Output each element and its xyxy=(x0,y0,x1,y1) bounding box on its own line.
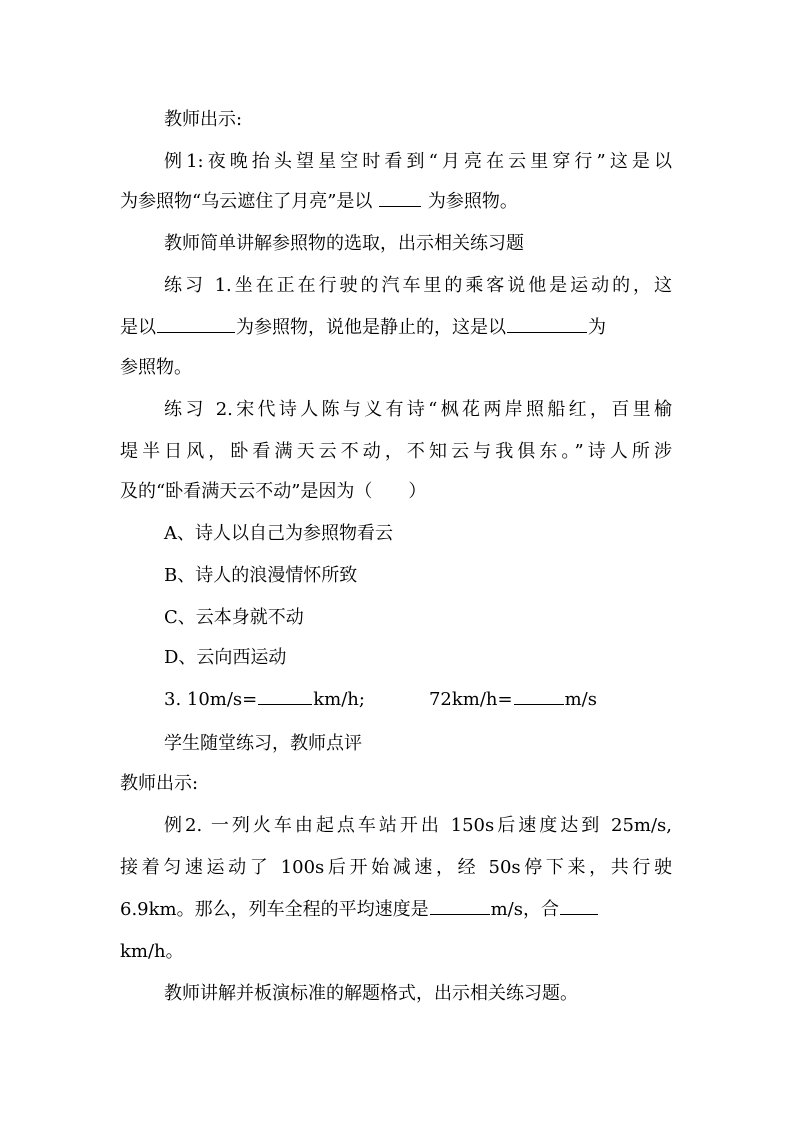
blank-ex2-a xyxy=(430,896,490,915)
example1-line1: 例1:夜晚抬头望星空时看到“月亮在云里穿行”这是以 xyxy=(164,151,672,172)
practice2-line2: 堤半日风，卧看满天云不动，不知云与我俱东。”诗人所涉 xyxy=(120,441,672,462)
example2-line4: km/h。 xyxy=(120,941,184,962)
option-c: C、云本身就不动 xyxy=(164,607,304,628)
teacher-explains-2: 教师讲解并板演标准的解题格式，出示相关练习题。 xyxy=(164,983,578,1004)
option-b: B、诗人的浪漫情怀所致 xyxy=(164,565,358,586)
practice2-line3: 及的“卧看满天云不动”是因为（ ） xyxy=(120,481,427,502)
example1-line2: 为参照物“乌云遮住了月亮”是以 为参照物。 xyxy=(120,188,672,216)
blank-ex3-b xyxy=(514,686,564,705)
students-practice: 学生随堂练习，教师点评 xyxy=(164,733,362,754)
option-a: A、诗人以自己为参照物看云 xyxy=(164,523,393,544)
blank-ex1 xyxy=(379,188,421,207)
practice1-line1: 练习 1.坐在正在行驶的汽车里的乘客说他是运动的，这 xyxy=(164,275,672,296)
teacher-shows-1: 教师出示: xyxy=(164,109,243,130)
blank-pr1-b xyxy=(507,314,587,333)
teacher-explains-1: 教师简单讲解参照物的选取，出示相关练习题 xyxy=(164,233,524,254)
example2-line2: 接着匀速运动了 100s后开始减速，经 50s停下来，共行驶 xyxy=(120,857,672,878)
teacher-shows-2: 教师出示: xyxy=(120,773,199,794)
option-d: D、云向西运动 xyxy=(164,647,287,668)
practice1-line2: 是以 为参照物，说他是静止的，这是以 为 xyxy=(120,314,672,342)
exercise3-line: 3. 10m/s= km/h; 72km/h= m/s xyxy=(164,686,672,714)
blank-pr1-a xyxy=(157,314,235,333)
blank-ex2-b xyxy=(560,896,598,915)
blank-ex3-a xyxy=(258,686,312,705)
example2-line3: 6.9km。那么，列车全程的平均速度是 m/s，合 xyxy=(120,896,672,924)
example2-line1: 例2. 一列火车由起点车站开出 150s后速度达到 25m/s, xyxy=(164,815,672,836)
practice1-line3: 参照物。 xyxy=(120,357,192,378)
practice2-line1: 练习 2.宋代诗人陈与义有诗“枫花两岸照船红，百里榆 xyxy=(164,399,672,420)
